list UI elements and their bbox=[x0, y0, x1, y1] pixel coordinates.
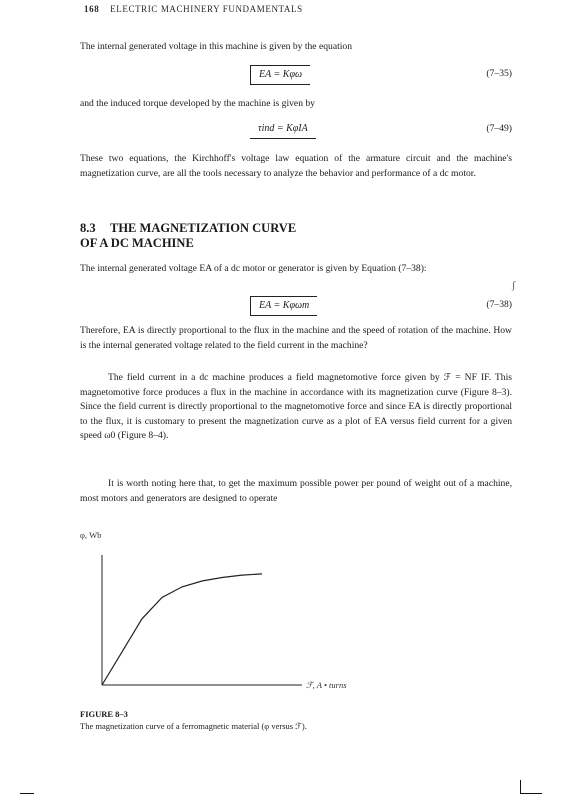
section-heading bbox=[80, 221, 296, 251]
paragraph-6: The field current in a dc machine produces a field magnetomotive force given by ℱ = NF IF. This magnetomotive force produces a flux in the machine in accordance with its magnetization curve (Figure 8–3). Since the field current is directly proportional to the magnetomotive force and since EA is directly proportional to the flux, it is customary to present the magnetization curve as a plot of EA versus field current for a given speed ω0 (Figure 8–4). bbox=[80, 372, 512, 441]
equation-3-expression: EA = Kφωm bbox=[250, 296, 317, 316]
equation-2-number: (7–49) bbox=[486, 123, 512, 134]
paragraph-7: It is worth noting here that, to get the maximum possible power per pound of weight out of a machine, most motors and generators are designed to operate bbox=[80, 478, 512, 504]
crop-mark-left bbox=[20, 793, 34, 794]
section-number: 8.3 bbox=[80, 221, 96, 235]
figure-caption: The magnetization curve of a ferromagnetic material (φ versus ℱ). bbox=[80, 721, 307, 731]
crop-mark-right-horizontal bbox=[520, 793, 542, 794]
paragraph-4: The internal generated voltage EA of a dc motor or generator is given by Equation (7–38): bbox=[80, 263, 427, 274]
page-number: 168 bbox=[84, 4, 100, 14]
figure-number: FIGURE 8–3 bbox=[80, 709, 128, 719]
magnetization-curve-figure bbox=[80, 545, 400, 700]
equation-1-number: (7–35) bbox=[486, 68, 512, 79]
section-title-line-2: OF A DC MACHINE bbox=[80, 236, 194, 250]
paragraph-5: Therefore, EA is directly proportional to the flux in the machine and the speed of rotation of the machine. How is the internal generated voltage related to the field current in the machine? bbox=[80, 325, 512, 351]
running-header bbox=[84, 4, 303, 14]
running-title: ELECTRIC MACHINERY FUNDAMENTALS bbox=[110, 4, 303, 14]
equation-1-expression: EA = Kφω bbox=[250, 65, 310, 85]
figure-x-axis-label: ℱ, A • turns bbox=[306, 680, 347, 690]
equation-3-number: (7–38) bbox=[486, 299, 512, 310]
paragraph-1: The internal generated voltage in this machine is given by the equation bbox=[80, 41, 353, 52]
crop-mark-right-vertical bbox=[520, 780, 521, 794]
paragraph-2: and the induced torque developed by the machine is given by bbox=[80, 98, 315, 109]
magnetization-curve bbox=[102, 574, 262, 685]
equation-1 bbox=[80, 65, 512, 85]
paragraph-3: These two equations, the Kirchhoff's voltage law equation of the armature circuit and the machine's magnetization curve, are all the tools necessary to analyze the behavior and performance of a dc motor. bbox=[80, 153, 512, 179]
equation-2-expression: τind = KφIA bbox=[250, 120, 316, 139]
equation-2 bbox=[80, 120, 512, 140]
section-title-line-1: THE MAGNETIZATION CURVE bbox=[110, 221, 297, 235]
equation-3 bbox=[80, 296, 512, 316]
margin-bracket-mark: ʃ bbox=[512, 280, 516, 291]
figure-y-axis-label: φ, Wb bbox=[80, 530, 102, 540]
